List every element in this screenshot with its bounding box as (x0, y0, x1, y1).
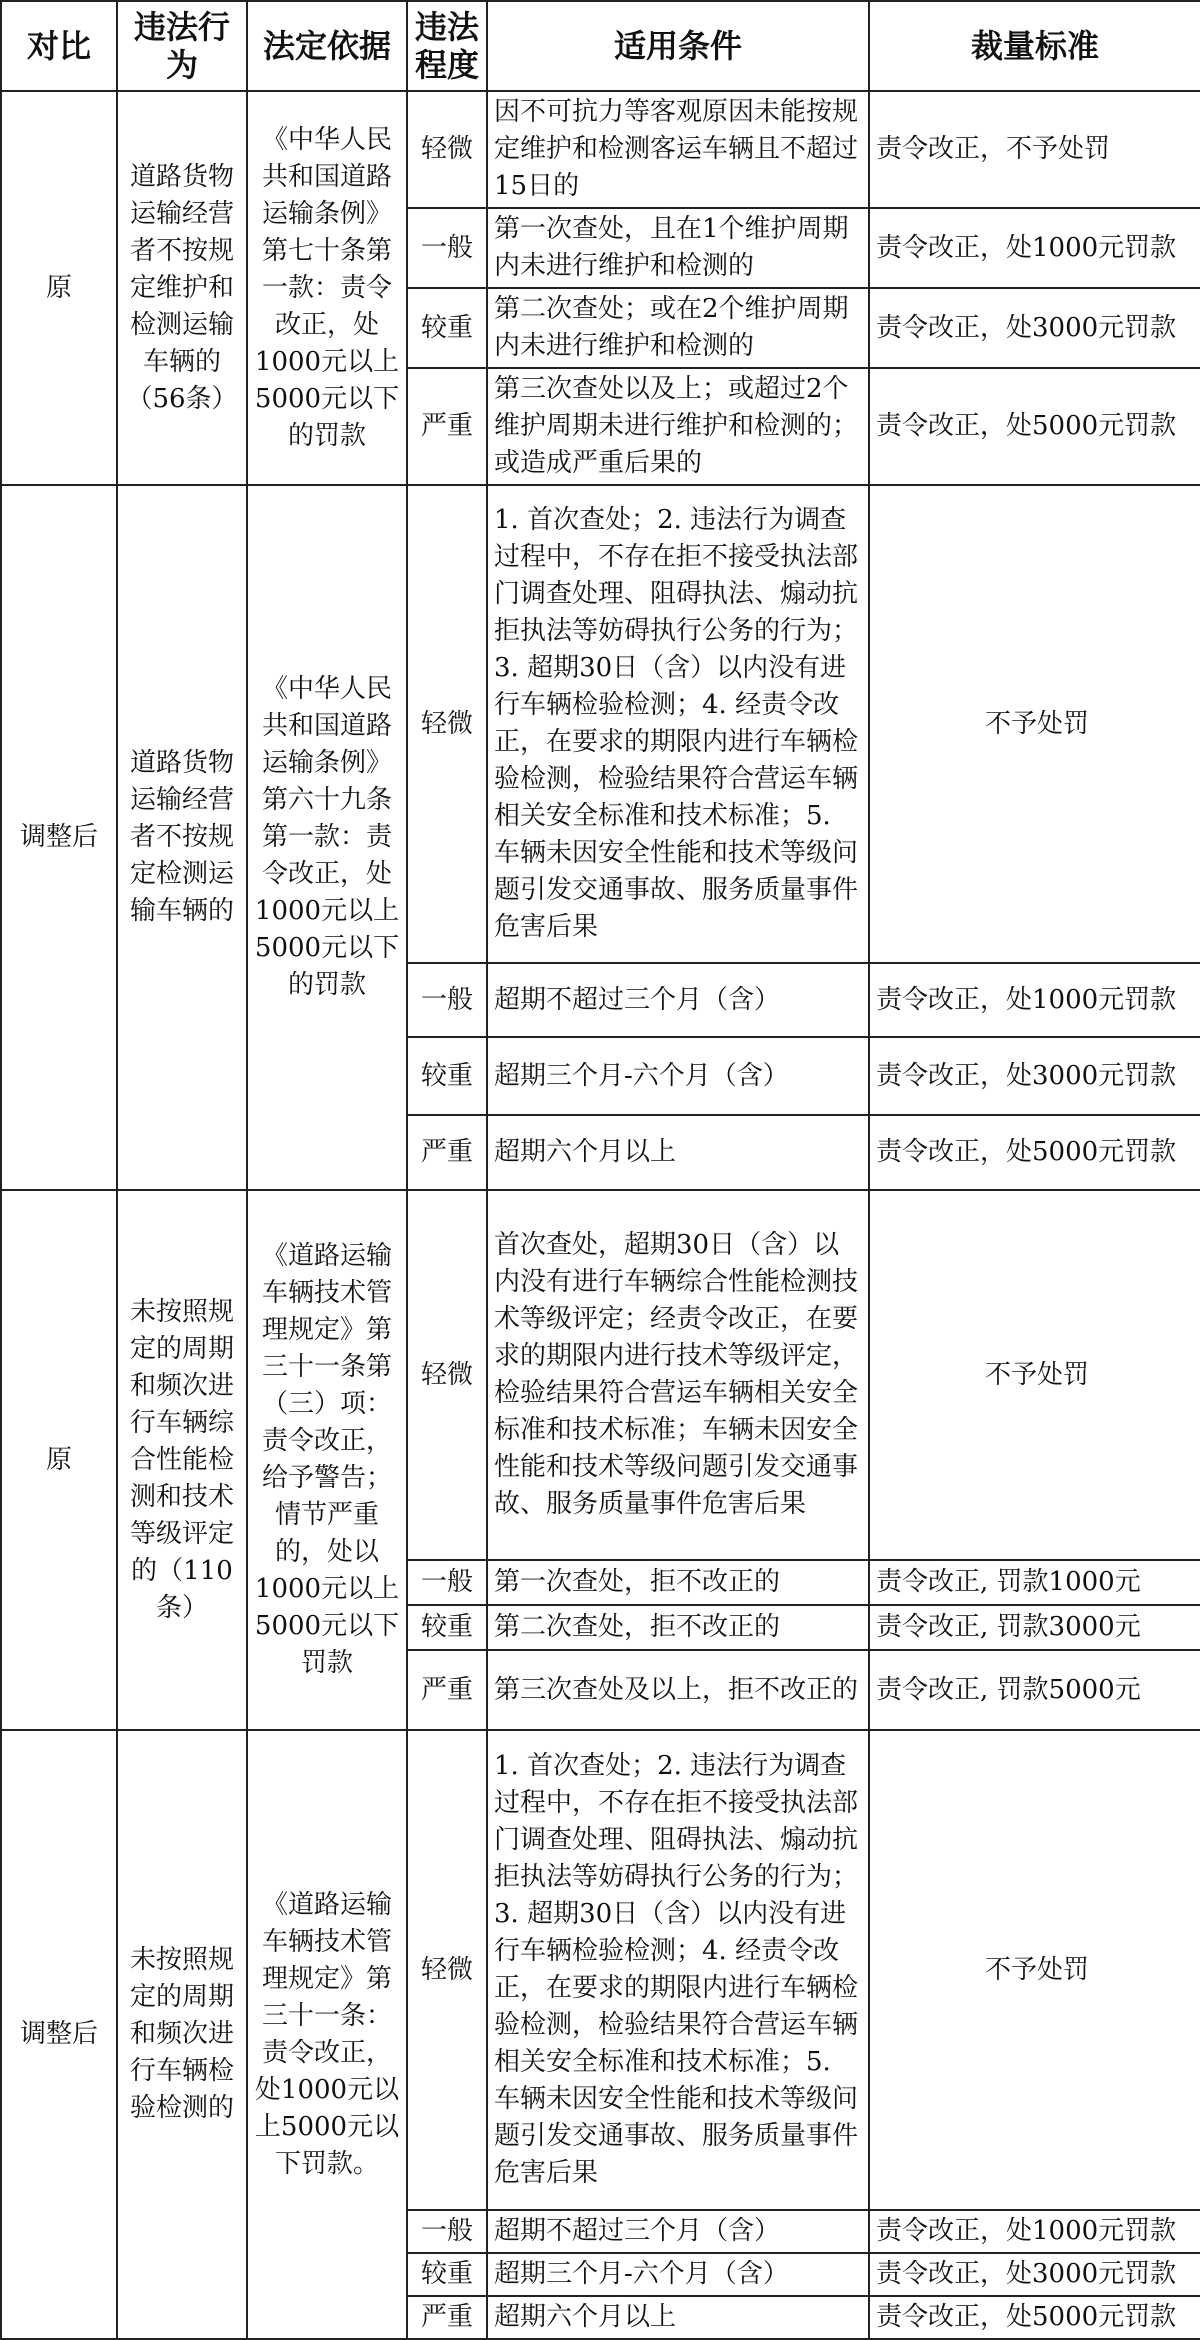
degree-cell: 一般 (407, 963, 487, 1037)
legal-basis: 《道路运输车辆技术管理规定》第三十一条：责令改正，处1000元以上5000元以下罚款。 (247, 1730, 407, 2339)
standard-cell: 责令改正，处1000元罚款 (869, 963, 1200, 1037)
standard-cell: 责令改正，处3000元罚款 (869, 288, 1200, 368)
condition-cell: 第二次查处，拒不改正的 (487, 1605, 869, 1650)
standard-cell: 责令改正, 罚款5000元 (869, 1650, 1200, 1730)
violation-behavior: 未按照规定的周期和频次进行车辆综合性能检测和技术等级评定的（110条） (117, 1190, 247, 1730)
group-label: 原 (1, 1190, 117, 1730)
group-label: 调整后 (1, 485, 117, 1190)
condition-cell: 1. 首次查处；2. 违法行为调查过程中，不存在拒不接受执法部门调查处理、阻碍执法、煽动抗拒执法等妨碍执行公务的行为；3. 超期30日（含）以内没有进行车辆检验检测；4. 经责令改正，在要求的期限内进行车辆检验检测，检验结果符合营运车辆相关安全标准和技术标准；5. 车辆未因安全性能和技术等级问题引发交通事故、服务质量事件危害后果 (487, 485, 869, 963)
header-conditions: 适用条件 (487, 1, 869, 91)
table-row (1, 1730, 1200, 2210)
degree-cell: 一般 (407, 208, 487, 288)
standard-cell: 责令改正，处1000元罚款 (869, 208, 1200, 288)
standard-cell: 责令改正，不予处罚 (869, 91, 1200, 208)
standard-cell: 责令改正, 罚款3000元 (869, 1605, 1200, 1650)
condition-cell: 超期不超过三个月（含） (487, 963, 869, 1037)
standard-cell: 责令改正，处1000元罚款 (869, 2210, 1200, 2253)
standard-cell: 责令改正，处5000元罚款 (869, 368, 1200, 485)
standard-cell: 责令改正，处5000元罚款 (869, 2296, 1200, 2339)
header-legal-basis: 法定依据 (247, 1, 407, 91)
header-standard: 裁量标准 (869, 1, 1200, 91)
header-comparison: 对比 (1, 1, 117, 91)
standard-cell: 不予处罚 (869, 1730, 1200, 2210)
degree-cell: 严重 (407, 1115, 487, 1190)
degree-cell: 较重 (407, 288, 487, 368)
standard-cell: 责令改正，处3000元罚款 (869, 1037, 1200, 1115)
degree-cell: 严重 (407, 2296, 487, 2339)
condition-cell: 超期不超过三个月（含） (487, 2210, 869, 2253)
condition-cell: 第三次查处以及上；或超过2个维护周期未进行维护和检测的；或造成严重后果的 (487, 368, 869, 485)
header-violation: 违法行为 (117, 1, 247, 91)
standard-cell: 责令改正，处3000元罚款 (869, 2253, 1200, 2296)
legal-basis: 《中华人民共和国道路运输条例》第六十九条第一款：责令改正，处1000元以上5000元以下的罚款 (247, 485, 407, 1190)
header-degree: 违法程度 (407, 1, 487, 91)
group-label: 调整后 (1, 1730, 117, 2339)
degree-cell: 一般 (407, 2210, 487, 2253)
standard-cell: 不予处罚 (869, 485, 1200, 963)
group-label: 原 (1, 91, 117, 485)
condition-cell: 因不可抗力等客观原因未能按规定维护和检测客运车辆且不超过15日的 (487, 91, 869, 208)
table-row (1, 485, 1200, 963)
condition-cell: 第一次查处，且在1个维护周期内未进行维护和检测的 (487, 208, 869, 288)
condition-cell: 首次查处，超期30日（含）以内没有进行车辆综合性能检测技术等级评定；经责令改正，在要求的期限内进行技术等级评定，检验结果符合营运车辆相关安全标准和技术标准；车辆未因安全性能和技术等级问题引发交通事故、服务质量事件危害后果 (487, 1190, 869, 1560)
table-row (1, 1190, 1200, 1560)
header-row (1, 1, 1200, 91)
degree-cell: 轻微 (407, 1190, 487, 1560)
standard-cell: 责令改正，处5000元罚款 (869, 1115, 1200, 1190)
degree-cell: 轻微 (407, 1730, 487, 2210)
condition-cell: 超期三个月-六个月（含） (487, 1037, 869, 1115)
standard-cell: 不予处罚 (869, 1190, 1200, 1560)
condition-cell: 第一次查处，拒不改正的 (487, 1560, 869, 1605)
degree-cell: 轻微 (407, 485, 487, 963)
degree-cell: 严重 (407, 1650, 487, 1730)
condition-cell: 超期六个月以上 (487, 2296, 869, 2339)
condition-cell: 第三次查处及以上，拒不改正的 (487, 1650, 869, 1730)
degree-cell: 较重 (407, 1037, 487, 1115)
degree-cell: 较重 (407, 2253, 487, 2296)
legal-basis: 《道路运输车辆技术管理规定》第三十一条第（三）项：责令改正，给予警告；情节严重的，处以1000元以上5000元以下罚款 (247, 1190, 407, 1730)
standard-cell: 责令改正, 罚款1000元 (869, 1560, 1200, 1605)
degree-cell: 较重 (407, 1605, 487, 1650)
violation-behavior: 未按照规定的周期和频次进行车辆检验检测的 (117, 1730, 247, 2339)
condition-cell: 超期六个月以上 (487, 1115, 869, 1190)
degree-cell: 一般 (407, 1560, 487, 1605)
legal-basis: 《中华人民共和国道路运输条例》第七十条第一款：责令改正，处1000元以上5000元以下的罚款 (247, 91, 407, 485)
violation-behavior: 道路货物运输经营者不按规定维护和检测运输车辆的（56条） (117, 91, 247, 485)
violation-behavior: 道路货物运输经营者不按规定检测运输车辆的 (117, 485, 247, 1190)
degree-cell: 严重 (407, 368, 487, 485)
condition-cell: 超期三个月-六个月（含） (487, 2253, 869, 2296)
condition-cell: 第二次查处；或在2个维护周期内未进行维护和检测的 (487, 288, 869, 368)
condition-cell: 1. 首次查处；2. 违法行为调查过程中，不存在拒不接受执法部门调查处理、阻碍执法、煽动抗拒执法等妨碍执行公务的行为；3. 超期30日（含）以内没有进行车辆检验检测；4. 经责令改正，在要求的期限内进行车辆检验检测，检验结果符合营运车辆相关安全标准和技术标准；5. 车辆未因安全性能和技术等级问题引发交通事故、服务质量事件危害后果 (487, 1730, 869, 2210)
table-row (1, 91, 1200, 208)
degree-cell: 轻微 (407, 91, 487, 208)
